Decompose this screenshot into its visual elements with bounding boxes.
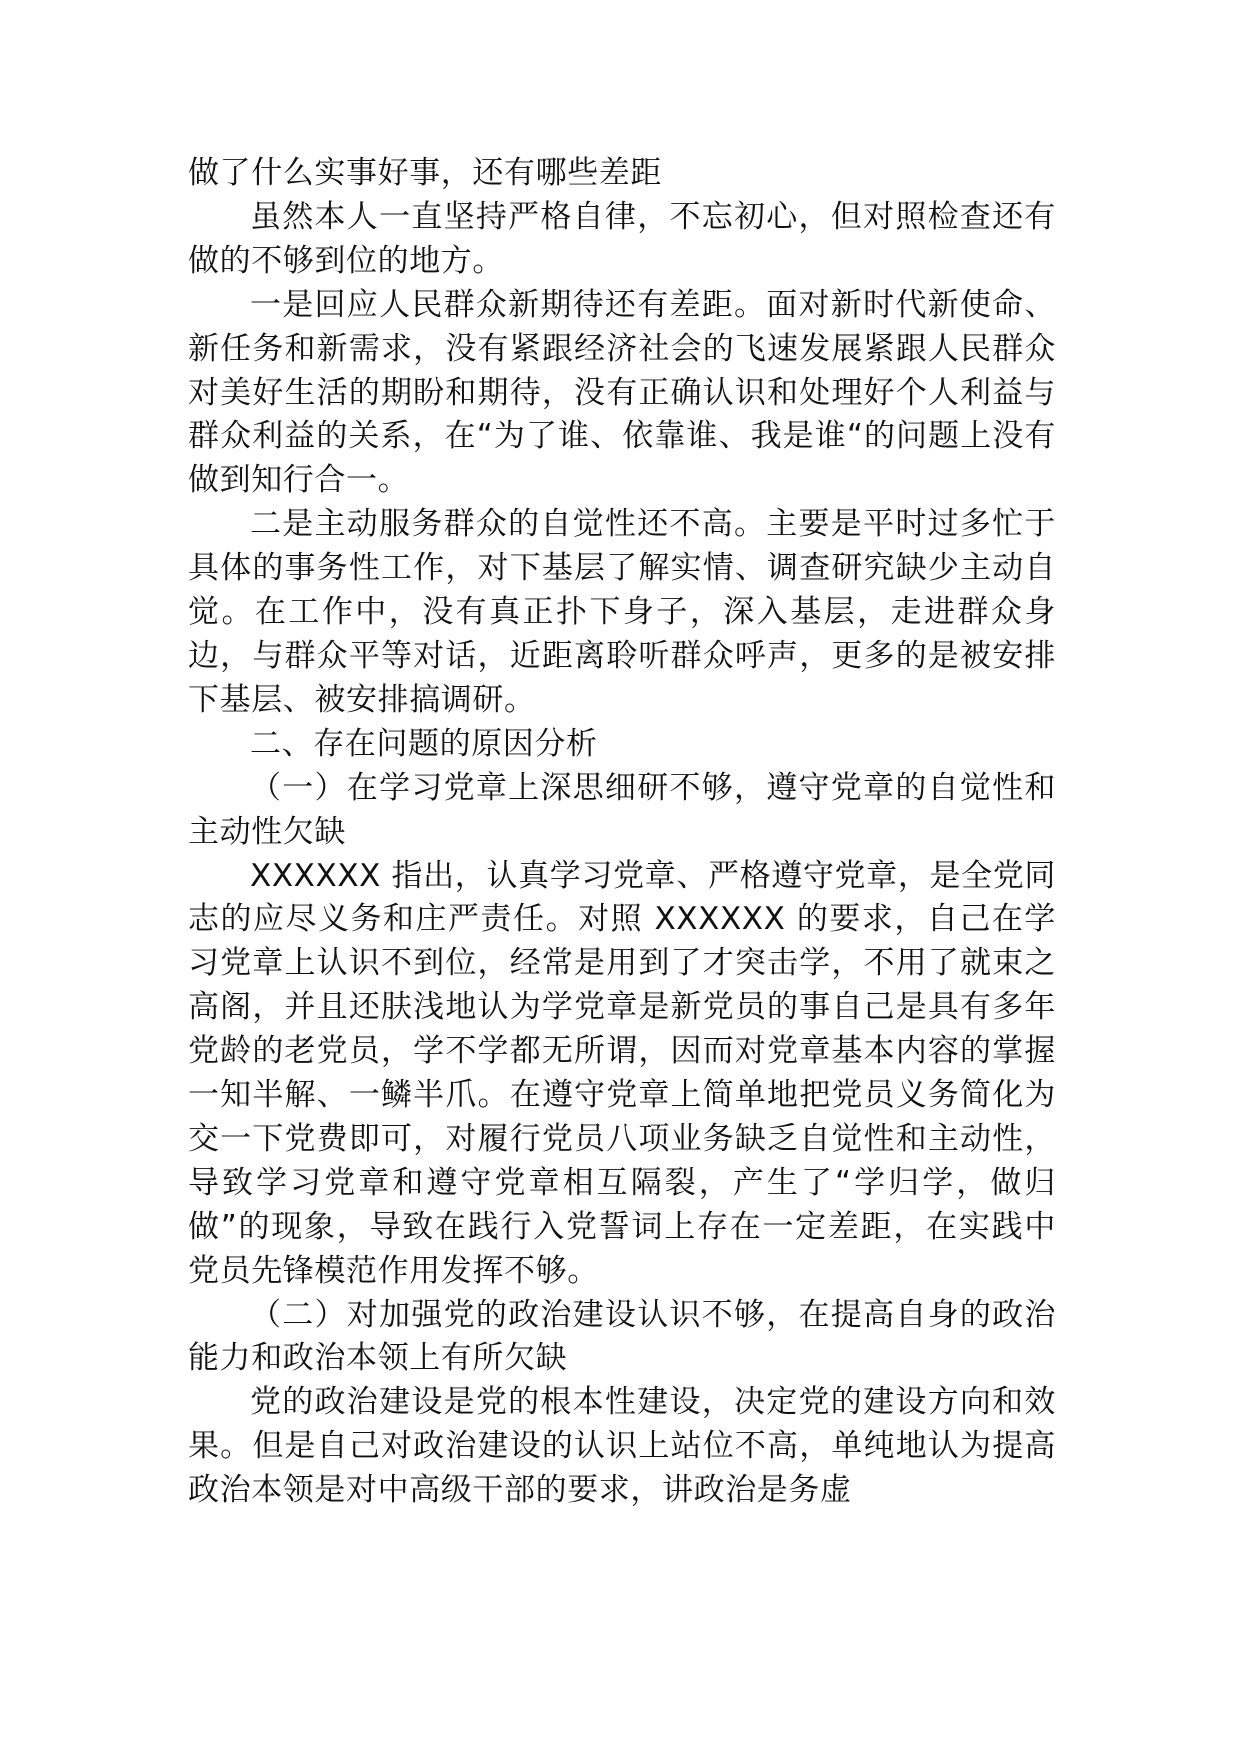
subsection-heading-1: （一）在学习党章上深思细研不够，遵守党章的自觉性和主动性欠缺 <box>188 769 1056 850</box>
subsection-heading-2: （二）对加强党的政治建设认识不够，在提高自身的政治能力和政治本领上有所欠缺 <box>188 1296 1056 1377</box>
paragraph-5: XXXXXX 指出，认真学习党章、严格遵守党章，是全党同志的应尽义务和庄严责任。对照 XXXXXX 的要求，自己在学习党章上认识不到位，经常是用到了才突击学，不用了就束之高阁，并且还肤浅地认为学党章是新党员的事自己是具有多年党龄的老党员，学不学都无所谓，因而对党章基本内容的掌握一知半解、一鳞半爪。在遵守党章上简单地把党员义务简化为交一下党费即可，对履行党员八项业务缺乏自觉性和主动性，导致学习党章和遵守党章相互隔裂，产生了“学归学，做归做”的现象，导致在践行入党誓词上存在一定差距，在实践中党员先锋模范作用发挥不够。 <box>188 857 1056 1289</box>
paragraph-1: 做了什么实事好事，还有哪些差距 <box>188 155 662 191</box>
paragraph-4: 二是主动服务群众的自觉性还不高。主要是平时过多忙于具体的事务性工作，对下基层了解实情、调查研究缺少主动自觉。在工作中，没有真正扑下身子，深入基层，走进群众身边，与群众平等对话，近距离聆听群众呼声，更多的是被安排下基层、被安排搞调研。 <box>188 506 1056 718</box>
document-body <box>188 152 1056 1513</box>
section-heading-2: 二、存在问题的原因分析 <box>250 725 598 762</box>
paragraph-6: 党的政治建设是党的根本性建设，决定党的建设方向和效果。但是自己对政治建设的认识上站位不高，单纯地认为提高政治本领是对中高级干部的要求，讲政治是务虚 <box>188 1384 1056 1509</box>
paragraph-2: 虽然本人一直坚持严格自律，不忘初心，但对照检查还有做的不够到位的地方。 <box>188 198 1056 279</box>
paragraph-3: 一是回应人民群众新期待还有差距。面对新时代新使命、新任务和新需求，没有紧跟经济社会的飞速发展紧跟人民群众对美好生活的期盼和期待，没有正确认识和处理好个人利益与群众利益的关系，在“为了谁、依靠谁、我是谁“的问题上没有做到知行合一。 <box>188 286 1056 499</box>
